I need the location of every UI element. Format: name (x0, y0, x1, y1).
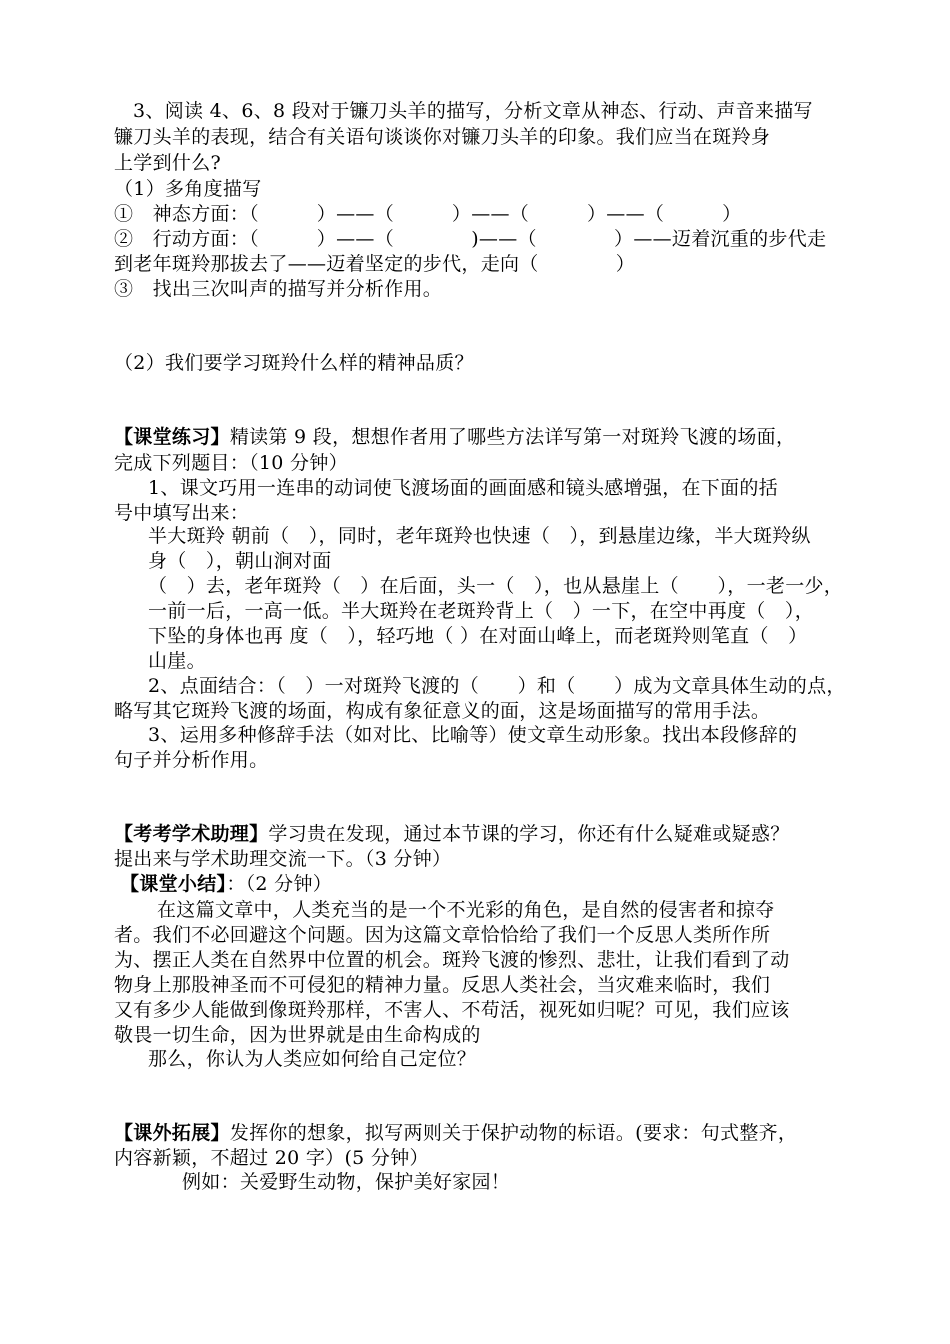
extension-heading: 【课外拓展】 (114, 1122, 230, 1144)
fill-line-2: 身（ ），朝山涧对面 (148, 550, 332, 572)
q3-item-2-cont: 到老年斑羚那拔去了——迈着坚定的步代，走向（ ） (114, 253, 636, 275)
summary-heading: 【课堂小结】 (120, 873, 227, 895)
fill-line-4: 一前一后，一高一低。半大斑羚在老斑羚背上（ ）一下，在空中再度（ ）， (148, 600, 815, 622)
practice-q2-line-2: 略写其它斑羚飞渡的场面，构成有象征意义的面，这是场面描写的常用手法。 (114, 700, 771, 722)
assistant-line-2: 提出来与学术助理交流一下。（3 分钟） (114, 848, 452, 870)
summary-para-line-3: 为、摆正人类在自然界中位置的机会。斑羚飞渡的惨烈、悲壮，让我们看到了动 (114, 949, 790, 971)
q3-subheading-1: （1）多角度描写 (114, 178, 262, 200)
summary-time: ：（2 分钟） (226, 873, 333, 895)
extension-line-2: 内容新颖，不超过 20 字）(5 分钟） (114, 1147, 429, 1169)
extension-example: 例如：关爱野生动物，保护美好家园！ (182, 1171, 511, 1193)
practice-line-2: 完成下列题目：（10 分钟） (114, 452, 348, 474)
summary-para-line-1: 在这篇文章中，人类充当的是一个不光彩的角色，是自然的侵害者和掠夺 (157, 899, 775, 921)
practice-q3-line-1: 3、运用多种修辞手法（如对比、比喻等）使文章生动形象。找出本段修辞的 (148, 724, 798, 746)
practice-q1-line-1: 1、课文巧用一连串的动词使飞渡场面的画面感和镜头感增强，在下面的括 (148, 477, 778, 499)
q3-item-1: ① 神态方面：（ ）——（ ）——（ ）——（ ） (114, 203, 742, 225)
extension-line-1 (114, 1120, 874, 1146)
fill-line-1: 半大斑羚 朝前（ ），同时，老年斑羚也快速（ ），到悬崖边缘，半大斑羚纵 (148, 525, 811, 547)
practice-heading: 【课堂练习】 (114, 426, 230, 448)
summary-para-line-5: 又有多少人能做到像斑羚那样，不害人、不苟活，视死如归呢？可见，我们应该 (114, 999, 790, 1021)
summary-para-line-2: 者。我们不必回避这个问题。因为这篇文章恰恰给了我们一个反思人类所作所 (114, 924, 771, 946)
practice-q3-line-2: 句子并分析作用。 (114, 749, 269, 771)
practice-q2-line-1: 2、点面结合：（ ）一对斑羚飞渡的（ ）和（ ）成为文章具体生动的点， (148, 675, 846, 697)
fill-line-6: 山崖。 (148, 650, 206, 672)
practice-line-1 (114, 424, 874, 450)
summary-question: 那么，你认为人类应如何给自己定位？ (148, 1048, 477, 1070)
practice-q1-line-2: 号中填写出来： (114, 502, 250, 524)
fill-line-5: 下坠的身体也再 度（ ），轻巧地（ ）在对面山峰上，而老斑羚则笔直（ ） (148, 625, 808, 647)
q3-subheading-2: （2）我们要学习斑羚什么样的精神品质？ (114, 352, 474, 374)
summary-para-line-4: 物身上那股神圣而不可侵犯的精神力量。反思人类社会，当灾难来临时，我们 (114, 974, 771, 996)
summary-para-line-6: 敬畏一切生命，因为世界就是由生命构成的 (114, 1024, 481, 1046)
q3-item-2: ② 行动方面：（ ）——（ )——（ ）——迈着沉重的步代走 (114, 228, 827, 250)
practice-intro: 精读第 9 段，想想作者用了哪些方法详写第一对斑羚飞渡的场面， (229, 426, 796, 448)
q3-line-1: 3、阅读 4、6、8 段对于镰刀头羊的描写，分析文章从神态、行动、声音来描写 (133, 100, 813, 122)
extension-intro: 发挥你的想象，拟写两则关于保护动物的标语。(要求：句式整齐， (229, 1122, 798, 1144)
summary-heading-line (120, 871, 880, 897)
q3-line-3: 上学到什么? (114, 152, 221, 174)
assistant-intro: 学习贵在发现，通过本节课的学习，你还有什么疑难或疑惑？ (268, 823, 790, 845)
q3-line-2: 镰刀头羊的表现，结合有关语句谈谈你对镰刀头羊的印象。我们应当在斑羚身 (114, 126, 771, 148)
assistant-heading: 【考考学术助理】 (114, 823, 269, 845)
fill-line-3: （ ）去，老年斑羚（ ）在后面，头一（ ），也从悬崖上（ ），一老一少， (148, 575, 844, 597)
q3-item-3: ③ 找出三次叫声的描写并分析作用。 (114, 278, 443, 300)
assistant-line-1 (114, 821, 874, 847)
